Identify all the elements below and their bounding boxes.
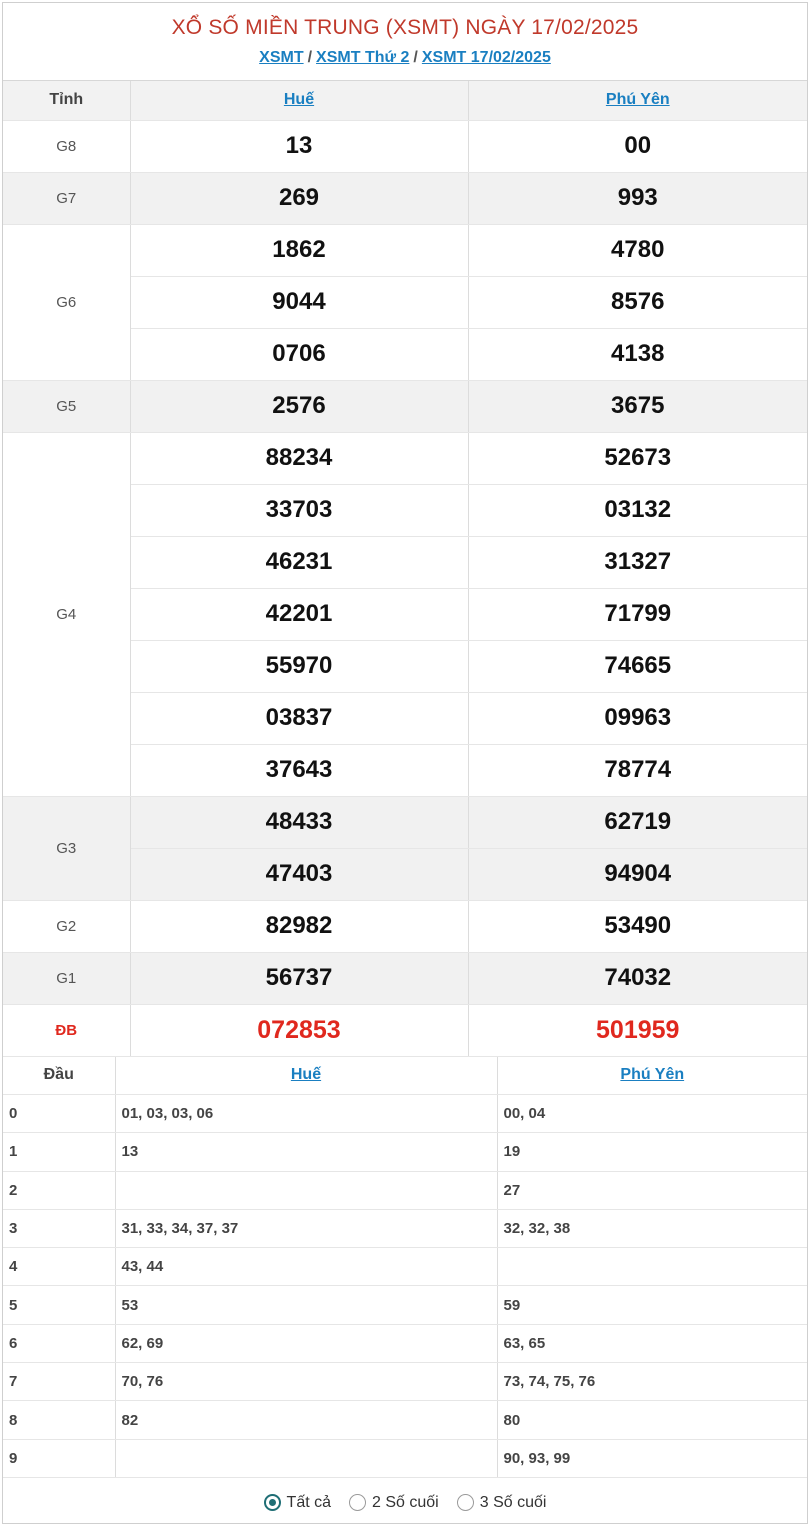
prize-number: 88234 xyxy=(130,432,468,484)
prize-label: G2 xyxy=(3,900,130,952)
prize-number: 09963 xyxy=(468,692,807,744)
head-digit: 9 xyxy=(3,1439,115,1477)
prize-number: 33703 xyxy=(130,484,468,536)
heads-table xyxy=(3,1057,807,1478)
head-row xyxy=(3,1209,807,1247)
head-values: 19 xyxy=(497,1133,807,1171)
radio-button-icon[interactable] xyxy=(457,1494,474,1511)
head-row xyxy=(3,1286,807,1324)
radio-button-icon[interactable] xyxy=(349,1494,366,1511)
prize-row xyxy=(3,900,807,952)
prize-number: 2576 xyxy=(130,380,468,432)
head-values: 01, 03, 03, 06 xyxy=(115,1095,497,1133)
head-digit: 3 xyxy=(3,1209,115,1247)
prize-number: 03132 xyxy=(468,484,807,536)
province-link-label[interactable]: Phú Yên xyxy=(620,1066,685,1084)
prize-number: 3675 xyxy=(468,380,807,432)
prize-label: G8 xyxy=(3,120,130,172)
prize-number: 94904 xyxy=(468,848,807,900)
prize-row xyxy=(3,172,807,224)
head-digit: 5 xyxy=(3,1286,115,1324)
prize-number: 03837 xyxy=(130,692,468,744)
head-row xyxy=(3,1133,807,1171)
head-values: 00, 04 xyxy=(497,1095,807,1133)
head-row xyxy=(3,1095,807,1133)
prize-number: 1862 xyxy=(130,224,468,276)
province-link-label[interactable]: Huế xyxy=(283,91,315,109)
head-values: 32, 32, 38 xyxy=(497,1209,807,1247)
head-digit: 8 xyxy=(3,1401,115,1439)
results-header-row xyxy=(3,81,807,120)
head-values xyxy=(497,1248,807,1286)
prize-number: 52673 xyxy=(468,432,807,484)
prize-label: ĐB xyxy=(3,1004,130,1056)
prize-label: G5 xyxy=(3,380,130,432)
prize-row xyxy=(3,796,807,848)
head-row xyxy=(3,1171,807,1209)
prize-row xyxy=(3,1004,807,1056)
head-digit: 1 xyxy=(3,1133,115,1171)
head-values: 13 xyxy=(115,1133,497,1171)
filter-option[interactable] xyxy=(349,1494,439,1512)
prize-number: 55970 xyxy=(130,640,468,692)
prize-label: G4 xyxy=(3,432,130,796)
head-values: 70, 76 xyxy=(115,1363,497,1401)
head-row xyxy=(3,1248,807,1286)
prize-row xyxy=(3,224,807,276)
heads-header-row xyxy=(3,1057,807,1095)
prize-number: 8576 xyxy=(468,276,807,328)
prize-number: 48433 xyxy=(130,796,468,848)
prize-number: 31327 xyxy=(468,536,807,588)
heads-province-phu-yen[interactable] xyxy=(497,1057,807,1095)
province-link-hue[interactable] xyxy=(130,81,468,120)
province-link-phu-yen[interactable] xyxy=(468,81,807,120)
prize-number: 71799 xyxy=(468,588,807,640)
prize-number: 0706 xyxy=(130,328,468,380)
prize-number: 4138 xyxy=(468,328,807,380)
breadcrumb-xsmt[interactable]: XSMT xyxy=(259,49,304,66)
breadcrumb-xsmt-thu-2[interactable]: XSMT Thứ 2 xyxy=(316,49,410,66)
head-values: 59 xyxy=(497,1286,807,1324)
prize-number: 993 xyxy=(468,172,807,224)
prize-number: 9044 xyxy=(130,276,468,328)
head-values: 62, 69 xyxy=(115,1324,497,1362)
prize-number: 74665 xyxy=(468,640,807,692)
head-row xyxy=(3,1439,807,1477)
prize-row xyxy=(3,432,807,484)
prize-number: 56737 xyxy=(130,952,468,1004)
prize-number: 37643 xyxy=(130,744,468,796)
results-panel xyxy=(2,2,808,1524)
filter-option-label: 2 Số cuối xyxy=(372,1493,439,1511)
prize-number: 269 xyxy=(130,172,468,224)
head-values xyxy=(115,1439,497,1477)
head-values: 53 xyxy=(115,1286,497,1324)
special-prize-number: 072853 xyxy=(130,1004,468,1056)
special-prize-number: 501959 xyxy=(468,1004,807,1056)
province-column-header: Tỉnh xyxy=(3,81,130,120)
breadcrumb xyxy=(3,49,807,67)
head-values: 43, 44 xyxy=(115,1248,497,1286)
head-values: 31, 33, 34, 37, 37 xyxy=(115,1209,497,1247)
head-digit: 6 xyxy=(3,1324,115,1362)
prize-number: 4780 xyxy=(468,224,807,276)
radio-button-icon[interactable] xyxy=(264,1494,281,1511)
prize-number: 46231 xyxy=(130,536,468,588)
prize-number: 78774 xyxy=(468,744,807,796)
head-row xyxy=(3,1363,807,1401)
breadcrumb-separator: / xyxy=(413,49,418,66)
head-values: 63, 65 xyxy=(497,1324,807,1362)
prize-number: 53490 xyxy=(468,900,807,952)
head-values xyxy=(115,1171,497,1209)
province-link-label[interactable]: Phú Yên xyxy=(605,91,670,109)
head-values: 90, 93, 99 xyxy=(497,1439,807,1477)
breadcrumb-xsmt-date[interactable]: XSMT 17/02/2025 xyxy=(421,49,551,66)
prize-number: 82982 xyxy=(130,900,468,952)
head-row xyxy=(3,1401,807,1439)
head-row xyxy=(3,1324,807,1362)
prize-row xyxy=(3,380,807,432)
head-values: 73, 74, 75, 76 xyxy=(497,1363,807,1401)
filter-option-label: 3 Số cuối xyxy=(479,1493,547,1511)
prize-number: 47403 xyxy=(130,848,468,900)
filter-option[interactable] xyxy=(264,1494,331,1512)
head-digit-column-header: Đầu xyxy=(3,1057,115,1095)
breadcrumb-separator: / xyxy=(307,49,313,66)
head-digit: 4 xyxy=(3,1248,115,1286)
results-table xyxy=(3,81,807,1057)
prize-label: G6 xyxy=(3,224,130,380)
head-values: 80 xyxy=(497,1401,807,1439)
prize-number: 00 xyxy=(468,120,807,172)
prize-label: G3 xyxy=(3,796,130,900)
head-values: 82 xyxy=(115,1401,497,1439)
page-title: XỔ SỐ MIỀN TRUNG (XSMT) NGÀY 17/02/2025 xyxy=(171,16,639,39)
prize-number: 13 xyxy=(130,120,468,172)
head-digit: 7 xyxy=(3,1363,115,1401)
filter-option[interactable] xyxy=(457,1494,547,1512)
prize-label: G7 xyxy=(3,172,130,224)
head-values: 27 xyxy=(497,1171,807,1209)
prize-label: G1 xyxy=(3,952,130,1004)
prize-number: 42201 xyxy=(130,588,468,640)
heads-province-hue[interactable] xyxy=(115,1057,497,1095)
digit-filter xyxy=(3,1478,807,1528)
prize-row xyxy=(3,952,807,1004)
prize-number: 62719 xyxy=(468,796,807,848)
province-link-label[interactable]: Huế xyxy=(290,1066,322,1084)
head-digit: 0 xyxy=(3,1095,115,1133)
head-digit: 2 xyxy=(3,1171,115,1209)
prize-number: 74032 xyxy=(468,952,807,1004)
prize-row xyxy=(3,120,807,172)
filter-option-label: Tất cả xyxy=(286,1493,332,1511)
page-header xyxy=(3,3,807,81)
